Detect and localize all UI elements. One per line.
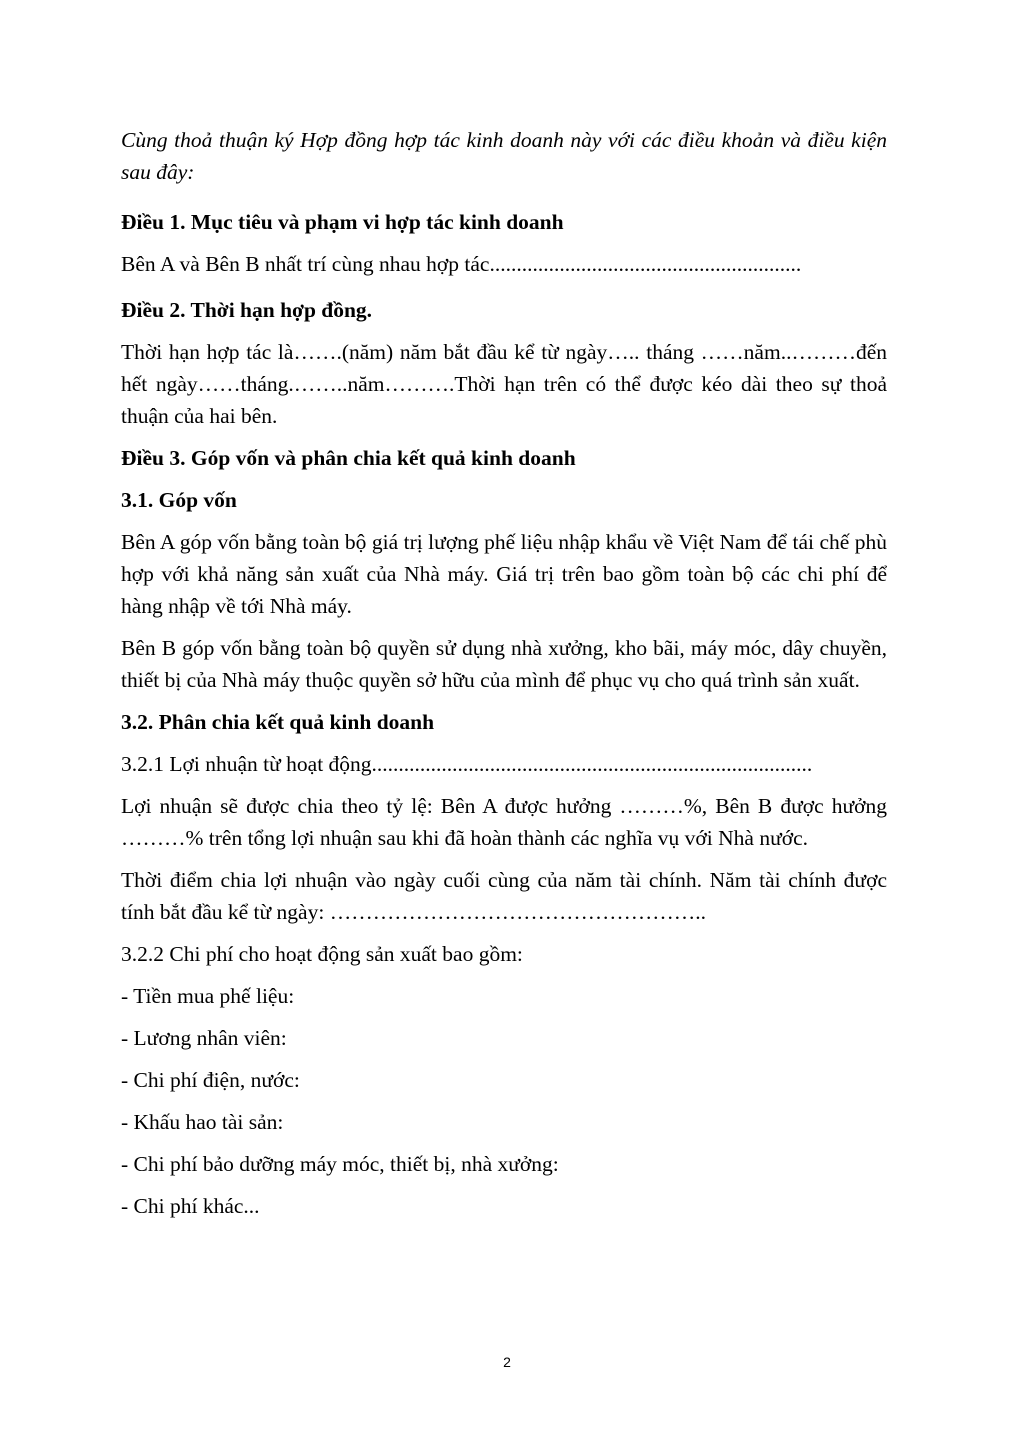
page-number: 2 bbox=[503, 1354, 511, 1370]
section-3-1-paragraph-2: Bên B góp vốn bằng toàn bộ quyền sử dụng nhà xưởng, kho bãi, máy móc, dây chuyền, thiết bị của Nhà máy thuộc quyền sở hữu của mình để phục vụ cho quá trình sản xuất. bbox=[121, 636, 887, 692]
document-body bbox=[121, 124, 887, 1232]
section-3-2-2-title: 3.2.2 Chi phí cho hoạt động sản xuất bao gồm: bbox=[121, 942, 523, 966]
cost-item-scrap: - Tiền mua phế liệu: bbox=[121, 984, 295, 1008]
section-3-1-title: 3.1. Góp vốn bbox=[121, 488, 237, 512]
article-1-title: Điều 1. Mục tiêu và phạm vi hợp tác kinh doanh bbox=[121, 210, 564, 234]
cost-item-maintenance: - Chi phí bảo dưỡng máy móc, thiết bị, nhà xưởng: bbox=[121, 1152, 559, 1176]
cost-item-salary: - Lương nhân viên: bbox=[121, 1026, 287, 1050]
article-1-body: Bên A và Bên B nhất trí cùng nhau hợp tác.......................................................... bbox=[121, 252, 802, 276]
section-3-2-1-title: 3.2.1 Lợi nhuận từ hoạt động.................................................................................. bbox=[121, 752, 813, 776]
intro-paragraph: Cùng thoả thuận ký Hợp đồng hợp tác kinh doanh này với các điều khoản và điều kiện sau đây: bbox=[121, 128, 887, 184]
section-3-1-paragraph-1: Bên A góp vốn bằng toàn bộ giá trị lượng phế liệu nhập khẩu về Việt Nam để tái chế phù hợp với khả năng sản xuất của Nhà máy. Giá trị trên bao gồm toàn bộ các chi phí để hàng nhập về tới Nhà máy. bbox=[121, 530, 887, 618]
cost-item-depreciation: - Khấu hao tài sản: bbox=[121, 1110, 284, 1134]
article-3-title: Điều 3. Góp vốn và phân chia kết quả kinh doanh bbox=[121, 446, 576, 470]
cost-item-other: - Chi phí khác... bbox=[121, 1194, 260, 1218]
section-3-2-1-paragraph-1: Lợi nhuận sẽ được chia theo tỷ lệ: Bên A được hưởng ………%, Bên B được hưởng ………% trên tổng lợi nhuận sau khi đã hoàn thành các nghĩa vụ với Nhà nước. bbox=[121, 794, 887, 850]
section-3-2-title: 3.2. Phân chia kết quả kinh doanh bbox=[121, 710, 435, 734]
cost-item-utilities: - Chi phí điện, nước: bbox=[121, 1068, 300, 1092]
article-2-title: Điều 2. Thời hạn hợp đồng. bbox=[121, 298, 373, 322]
section-3-2-1-paragraph-2: Thời điểm chia lợi nhuận vào ngày cuối cùng của năm tài chính. Năm tài chính được tính bắt đầu kể từ ngày: …………………………………………….. bbox=[121, 868, 887, 924]
article-2-body: Thời hạn hợp tác là…….(năm) năm bắt đầu kể từ ngày….. tháng ……năm..………đến hết ngày……tháng.……..năm……….Thời hạn trên có thể được kéo dài theo sự thoả thuận của hai bên. bbox=[121, 340, 887, 428]
